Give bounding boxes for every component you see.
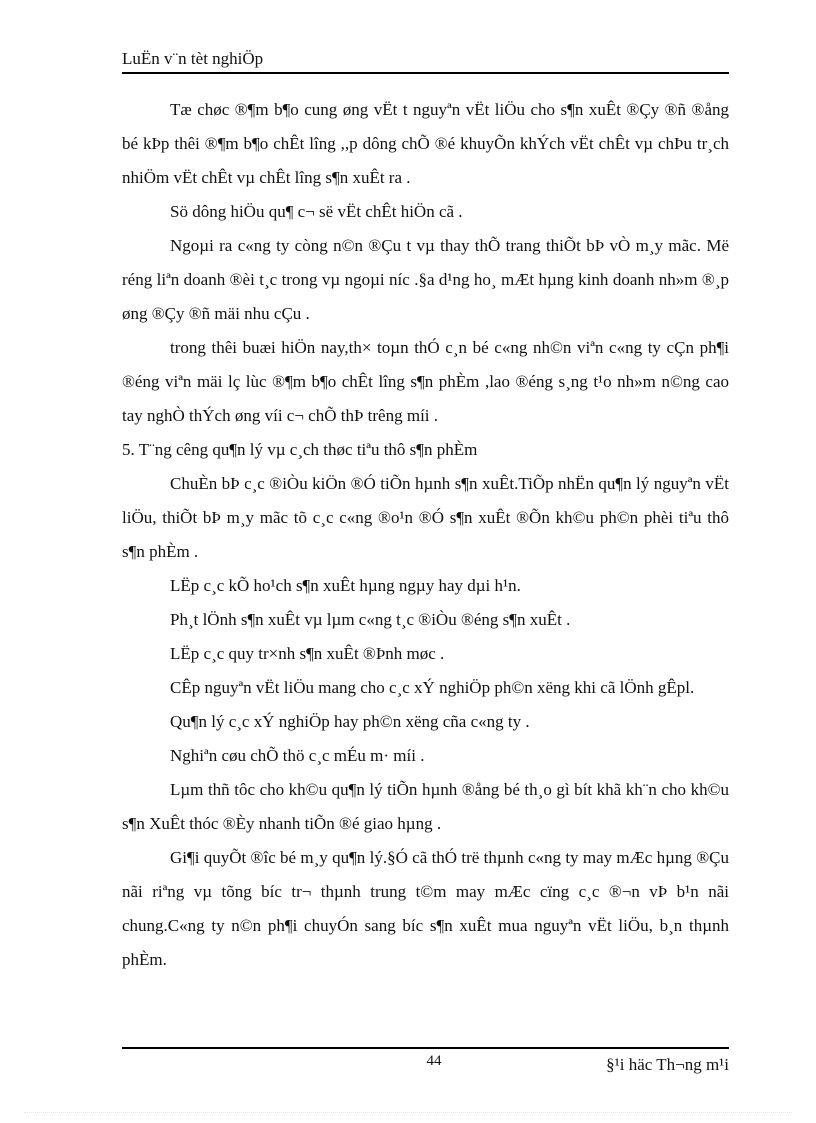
page-number: 44 <box>426 1053 442 1069</box>
footer-divider <box>122 1047 729 1049</box>
section-paragraph-5: CÊp nguyªn vËt liÖu mang cho c¸c xÝ nghiÖp ph©n xëng khi cã lÖnh gÊpl. <box>170 678 695 697</box>
footer-school: §¹i häc Th¬ng m¹i <box>606 1055 729 1074</box>
section-paragraph-6: Qu¶n lý c¸c xÝ nghiÖp hay ph©n xëng cña c«ng ty . <box>170 712 530 731</box>
paragraph-3: Ngoµi ra c«ng ty còng n©n ®Çu t vµ thay thÕ trang thiÕt bÞ vÒ m¸y mãc. Më réng liªn doanh ®èi t¸c trong vµ ngoµi níc .§a d¹ng ho¸ mÆt hµng kinh doanh nh»m ®¸p øng ®Çy ®ñ mäi nhu cÇu . <box>122 236 729 323</box>
page-content <box>122 93 729 977</box>
paragraph-2: Sö dông hiÖu qu¶ c¬ së vËt chÊt hiÖn cã . <box>170 202 463 221</box>
page-edge-dotted-line <box>24 1112 792 1113</box>
section-paragraph-7: Nghiªn cøu chÕ thö c¸c mÉu m· míi . <box>170 746 425 765</box>
header-title: LuËn v¨n tèt nghiÖp <box>122 49 264 68</box>
section-paragraph-4: LËp c¸c quy tr×nh s¶n xuÊt ®Þnh møc . <box>170 644 445 663</box>
section-paragraph-3: Ph¸t lÖnh s¶n xuÊt vµ lµm c«ng t¸c ®iÒu ®éng s¶n xuÊt . <box>170 610 571 629</box>
section-paragraph-8: Lµm thñ tôc cho kh©u qu¶n lý tiÕn hµnh ®ång bé th¸o gì bít khã kh¨n cho kh©u s¶n XuÊt thóc ®Èy nhanh tiÕn ®é giao hµng . <box>122 780 729 833</box>
page-header <box>122 48 729 74</box>
section-paragraph-1: ChuÈn bÞ c¸c ®iÒu kiÖn ®Ó tiÕn hµnh s¶n xuÊt.TiÕp nhËn qu¶n lý nguyªn vËt liÖu, thiÕt bÞ m¸y mãc tõ c¸c c«ng ®o¹n ®Ó s¶n xuÊt ®Õn kh©u ph©n phèi tiªu thô s¶n phÈm . <box>122 474 729 561</box>
section-paragraph-9: Gi¶i quyÕt ®îc bé m¸y qu¶n lý.§Ó cã thÓ trë thµnh c«ng ty may mÆc hµng ®Çu nãi riªng vµ tõng bíc tr¬ thµnh trung t©m may mÆc cïng c¸c ®¬n vÞ b¹n nãi chung.C«ng ty n©n ph¶i chuyÓn sang bíc s¶n xuÊt mua nguyªn vËt liÖu, b¸n thµnh phÈm. <box>122 848 729 969</box>
paragraph-4: trong thêi buæi hiÖn nay,th× toµn thÓ c¸n bé c«ng nh©n viªn c«ng ty cÇn ph¶i ®éng viªn mäi lç lùc ®¶m b¶o chÊt lîng s¶n phÈm ,lao ®éng s¸ng t¹o nh»m n©ng cao tay nghÒ thÝch øng víi c¬ chÕ thÞ trêng míi . <box>122 338 729 425</box>
section-paragraph-2: LËp c¸c kÕ ho¹ch s¶n xuÊt hµng ngµy hay dµi h¹n. <box>170 576 521 595</box>
paragraph-1: Tæ chøc ®¶m b¶o cung øng vËt t nguyªn vËt liÖu cho s¶n xuÊt ®Çy ®ñ ®ång bé kÞp thêi ®¶m b¶o chÊt lîng ,,p dông chÕ ®é khuyÕn khÝch vËt chÊt vµ chÞu tr¸ch nhiÖm vËt chÊt vµ chÊt lîng s¶n xuÊt ra . <box>122 100 729 187</box>
section-title: 5. T¨ng cêng qu¶n lý vµ c¸ch thøc tiªu thô s¶n phÈm <box>122 440 478 459</box>
